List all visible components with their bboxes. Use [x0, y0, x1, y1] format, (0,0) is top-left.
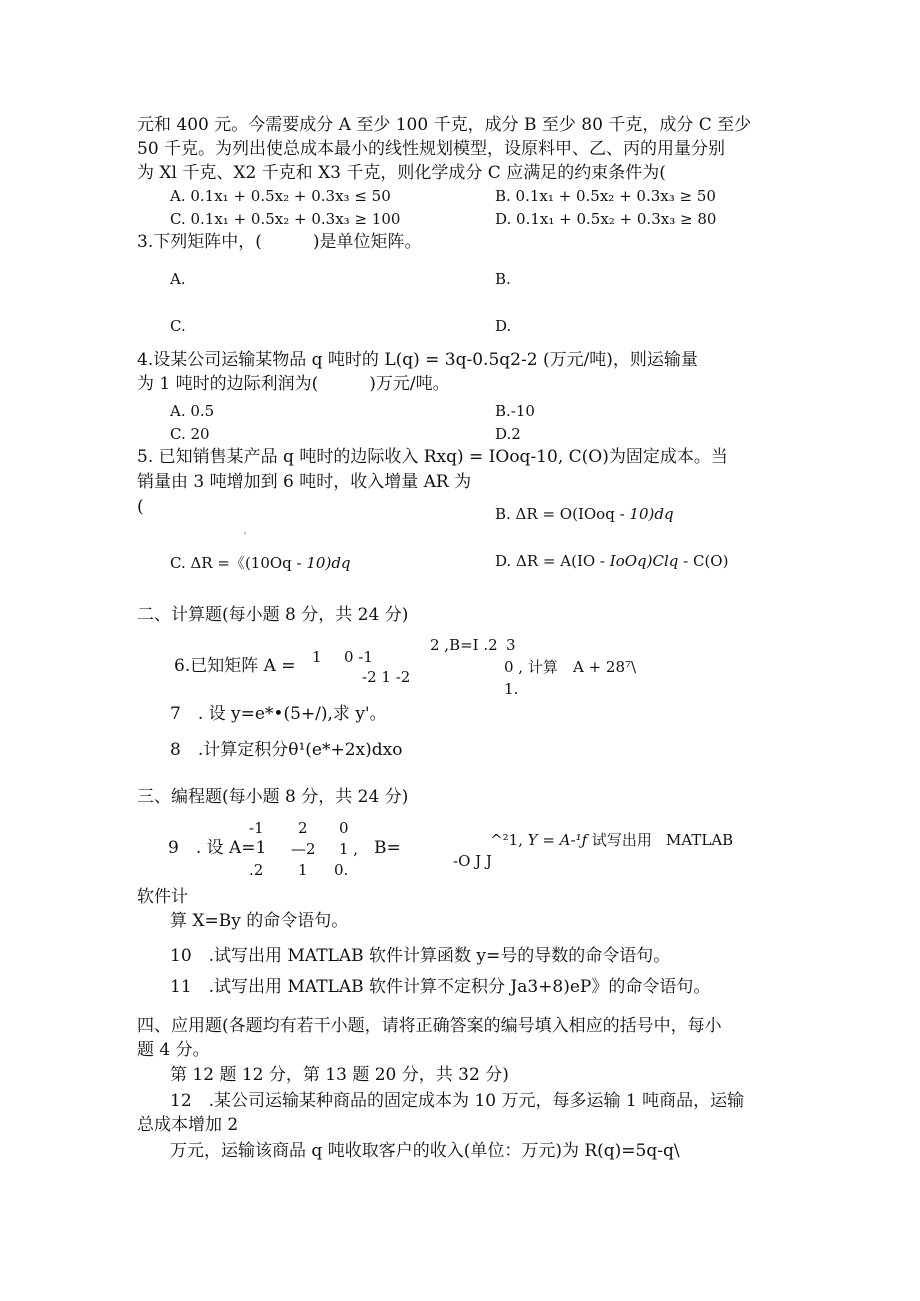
- q4-option-c: C. 20: [170, 425, 210, 443]
- q7-text: 7 . 设 y=e*•(5+/),求 y'。: [170, 704, 387, 724]
- q8-text: 8 .计算定积分θ¹(e*+2x)dxo: [170, 740, 403, 760]
- q5-text-line1: 5. 已知销售某产品 q 吨时的边际收入 Rxq) = IOoq-10, C(O)为固定成本。当: [137, 447, 728, 467]
- q6-matrix-b-2: 3: [506, 636, 516, 654]
- q9-continuation-1: 软件计: [137, 887, 188, 907]
- q2-text-line1: 元和 400 元。今需要成分 A 至少 100 千克，成分 B 至少 80 千克，成分 C 至少: [137, 115, 752, 135]
- q9-b-prefix: B=: [374, 838, 401, 858]
- q6-matrix-a-1: 1: [312, 648, 322, 666]
- q6-matrix-a-2: 0 -1: [344, 648, 373, 666]
- section2-title: 二、计算题(每小题 8 分，共 24 分): [137, 605, 409, 625]
- q6-matrix-b-1: 2 ,B=I .2: [430, 636, 498, 654]
- q3-stem: 3.下列矩阵中，( )是单位矩阵。: [137, 232, 422, 252]
- q5-paren: (: [137, 497, 144, 517]
- q6-matrix-a-3: -2 1 -2: [362, 668, 411, 686]
- q5-option-b: B. ΔR = O(IOoq - 10)dq: [495, 505, 674, 523]
- q5-mark: ′: [244, 532, 247, 543]
- q3-option-c: C.: [170, 317, 186, 335]
- q10-text: 10 .试写出用 MATLAB 软件计算函数 y=号的导数的命令语句。: [170, 946, 671, 966]
- q5-option-d: D. ΔR = A(IO - IoOq)Clq - C(O): [495, 552, 729, 570]
- q2-text-line2: 50 千克。为列出使总成本最小的线性规划模型，设原料甲、乙、丙的用量分别: [137, 139, 726, 159]
- q9-matrix-a-r1c3: 0: [339, 819, 349, 837]
- q2-option-b: B. 0.1x₁ + 0.5x₂ + 0.3x₃ ≥ 50: [495, 187, 716, 205]
- q4-option-b: B.-10: [495, 402, 535, 420]
- q6-matrix-b-3: 0 , 计算: [504, 658, 558, 676]
- q9-matrix-a-r2c3: 1 ,: [339, 840, 359, 858]
- section3-title: 三、编程题(每小题 8 分，共 24 分): [137, 787, 409, 807]
- q9-matrix-a-r1c2: 2: [298, 819, 308, 837]
- q4-option-d: D.2: [495, 425, 521, 443]
- section4-title-line3: 第 12 题 12 分，第 13 题 20 分，共 32 分): [170, 1065, 509, 1085]
- q9-matrix-a-r3c1: .2: [249, 861, 264, 879]
- q6-matrix-b-5: 1.: [504, 680, 519, 698]
- q9-matrix-a-r1c1: -1: [249, 819, 264, 837]
- q6-expression: A + 28⁷\: [573, 658, 637, 676]
- q11-text: 11 .试写出用 MATLAB 软件计算不定积分 Ja3+8)eP》的命令语句。: [170, 977, 711, 997]
- q2-option-c: C. 0.1x₁ + 0.5x₂ + 0.3x₃ ≥ 100: [170, 210, 401, 228]
- q3-option-a: A.: [170, 270, 186, 288]
- q4-text-line1: 4.设某公司运输某物品 q 吨时的 L(q) = 3q-0.5q2-2 (万元/吨)，则运输量: [137, 350, 698, 370]
- q9-prefix: 9 . 设 A=1: [168, 838, 267, 858]
- q5-text-line2: 销量由 3 吨增加到 6 吨时，收入增量 AR 为: [137, 472, 472, 492]
- q3-option-b: B.: [495, 270, 511, 288]
- q5-option-c: C. ΔR =《(10Oq - 10)dq: [170, 554, 351, 572]
- q9-continuation-2: 算 X=By 的命令语句。: [170, 911, 349, 931]
- q9-matrix-b-row: -O J J: [453, 852, 492, 870]
- q12-text-line3: 万元，运输该商品 q 吨收取客户的收入(单位：万元)为 R(q)=5q-q\: [170, 1141, 680, 1161]
- section4-title-line1: 四、应用题(各题均有若干小题，请将正确答案的编号填入相应的括号中，每小: [137, 1016, 722, 1036]
- q12-text-line1: 12 .某公司运输某种商品的固定成本为 10 万元，每多运输 1 吨商品，运输: [170, 1091, 745, 1111]
- q9-matrix-a-r3c3: 0.: [334, 861, 349, 879]
- q3-option-d: D.: [495, 317, 512, 335]
- q9-matrix-a-r2c2: —2: [291, 840, 316, 858]
- q2-text-line3: 为 Xl 千克、X2 千克和 X3 千克，则化学成分 C 应满足的约束条件为(: [137, 163, 666, 183]
- q4-option-a: A. 0.5: [170, 402, 215, 420]
- q2-option-a: A. 0.1x₁ + 0.5x₂ + 0.3x₃ ≤ 50: [170, 187, 391, 205]
- section4-title-line2: 题 4 分。: [137, 1040, 210, 1060]
- q2-option-d: D. 0.1x₁ + 0.5x₂ + 0.3x₃ ≥ 80: [495, 210, 717, 228]
- q12-text-line2: 总成本增加 2: [137, 1115, 239, 1135]
- q9-matlab: MATLAB: [666, 831, 734, 849]
- q4-text-line2: 为 1 吨时的边际利润为( )万元/吨。: [137, 374, 450, 394]
- q9-y-expression: ^²1, Y = A-¹ƒ 试写出用: [490, 831, 652, 849]
- q6-prefix: 6.已知矩阵 A =: [174, 656, 296, 676]
- q9-matrix-a-r3c2: 1: [298, 861, 308, 879]
